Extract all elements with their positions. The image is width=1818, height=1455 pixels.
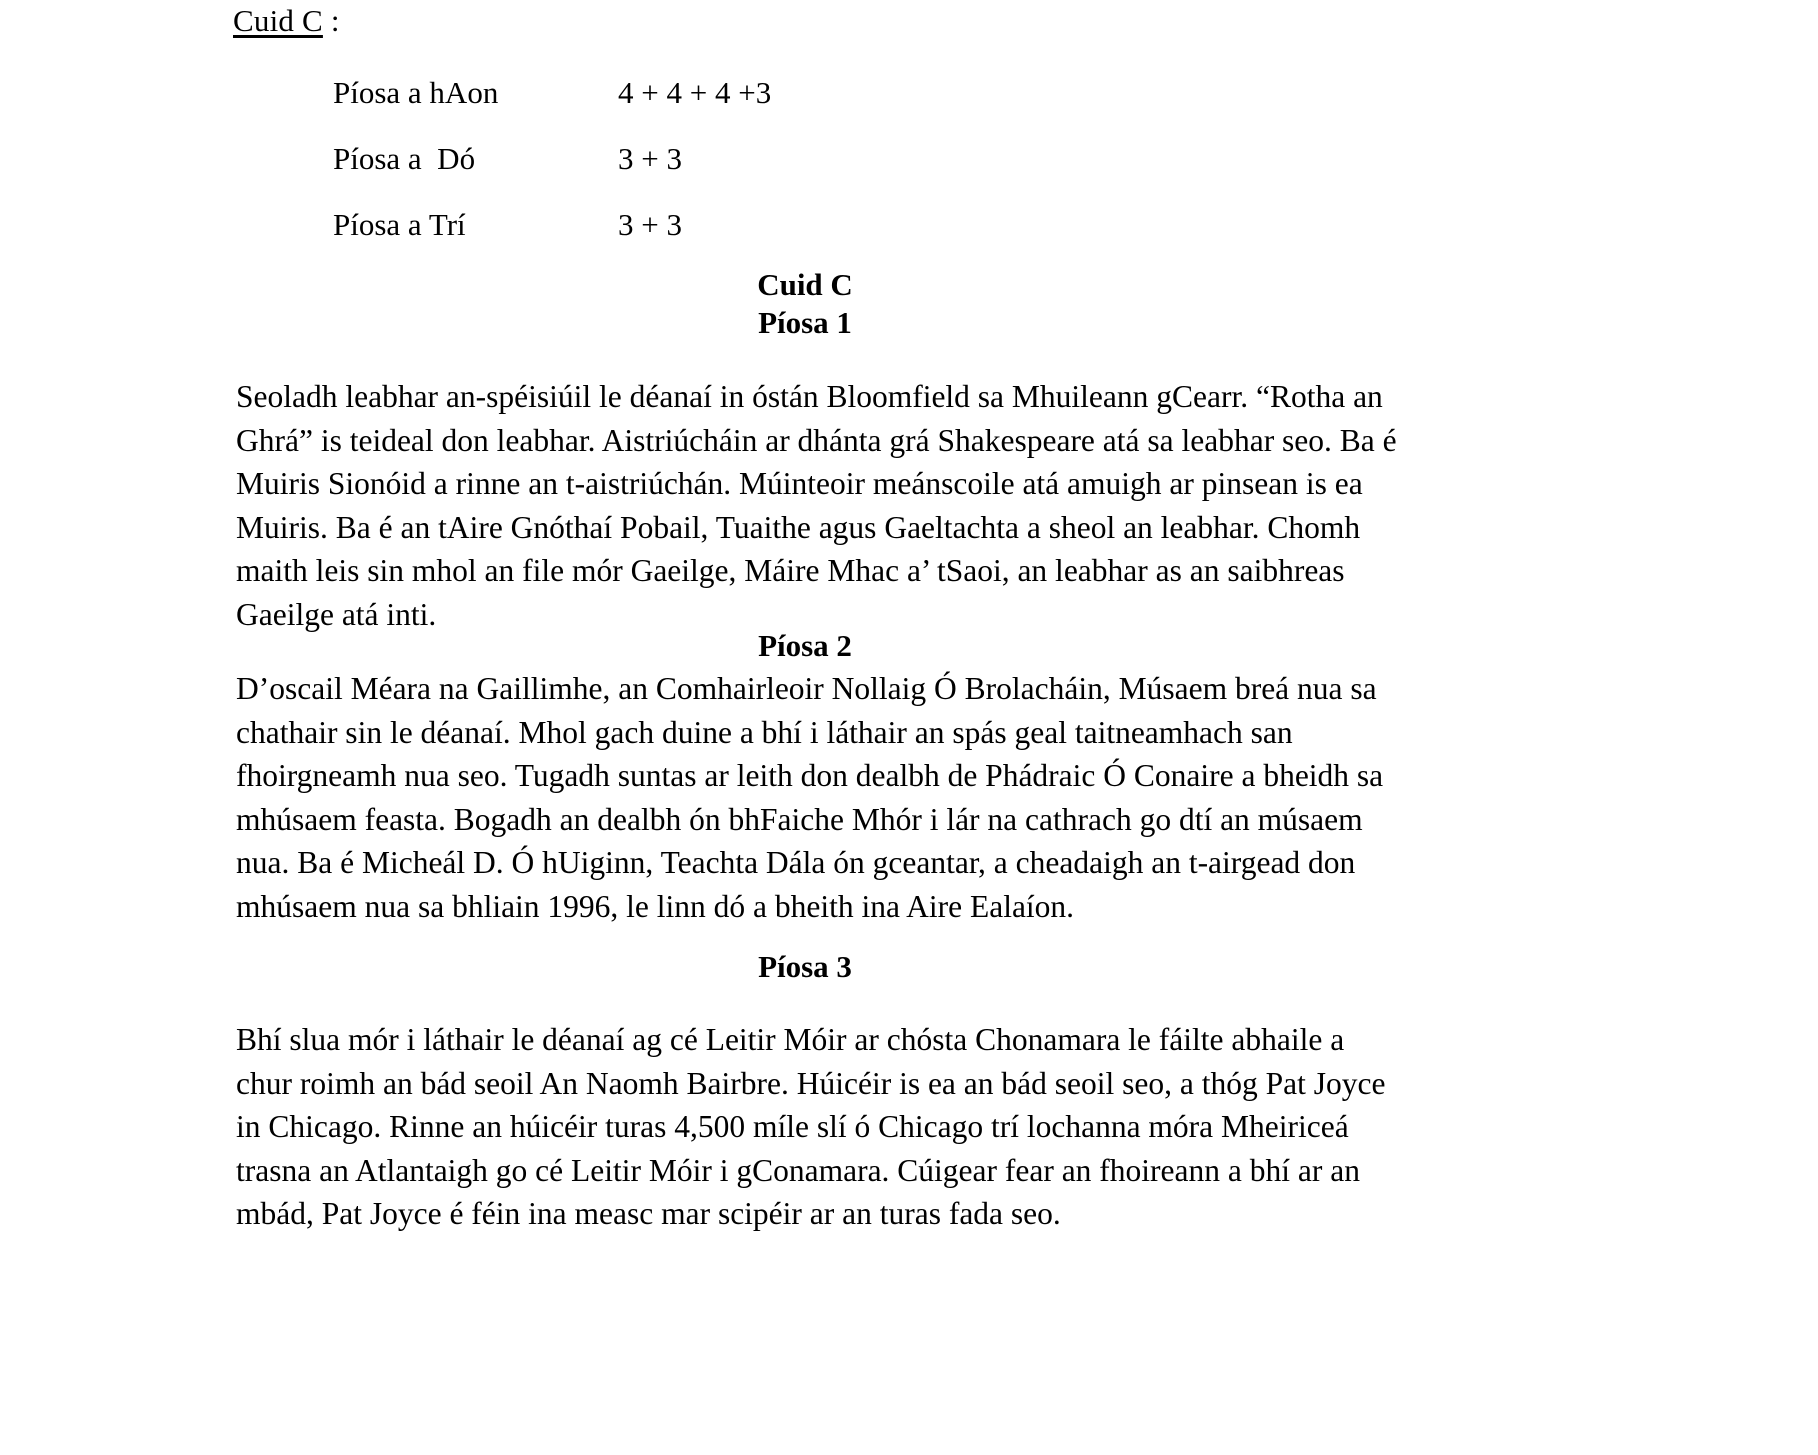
passage-paragraph: Seoladh leabhar an-spéisiúil le déanaí in óstán Bloomfield sa Mhuileann gCearr. “Rotha an Ghrá” is teideal don leabhar. Aistriúcháin ar dhánta grá Shakespeare atá sa leabhar seo. Ba é Muiris Sionóid a rinne an t-aistriúchán. Múinteoir meánscoile atá amuigh ar pinsean is ea Muiris. Ba é an tAire Gnóthaí Pobail, Tuaithe agus Gaeltachta a sheol an leabhar. Chomh maith leis sin mhol an file mór Gaeilge, Máire Mhac a’ tSaoi, an leabhar as an saibhreas Gaeilge atá inti. bbox=[236, 379, 1397, 632]
marks-row-value: 4 + 4 + 4 +3 bbox=[618, 75, 772, 110]
section-heading-cuid-c: Cuid C bbox=[757, 267, 853, 302]
marks-row-name: Píosa a Trí bbox=[333, 207, 466, 242]
table-row bbox=[333, 207, 893, 273]
passage-body-piosa-2 bbox=[236, 667, 1408, 928]
passage-paragraph: Bhí slua mór i láthair le déanaí ag cé Leitir Móir ar chósta Chonamara le fáilte abhaile a chur roimh an bád seoil An Naomh Bairbre. Húicéir is ea an bád seoil seo, a thóg Pat Joyce in Chicago. Rinne an húicéir turas 4,500 míle slí ó Chicago trí lochanna móra Mheiriceá trasna an Atlantaigh go cé Leitir Móir i gConamara. Cúigear fear an fhoireann a bhí ar an mbád, Pat Joyce é féin ina measc mar scipéir ar an turas fada seo. bbox=[236, 1022, 1386, 1231]
passage-heading-piosa-2: Píosa 2 bbox=[758, 628, 852, 663]
marks-row-value: 3 + 3 bbox=[618, 141, 682, 176]
table-row bbox=[333, 75, 893, 141]
marks-table bbox=[333, 75, 893, 273]
section-label-colon: : bbox=[322, 3, 340, 38]
passage-heading-piosa-3: Píosa 3 bbox=[758, 949, 852, 984]
marks-row-value: 3 + 3 bbox=[618, 207, 682, 242]
section-label-text: Cuid C bbox=[233, 3, 323, 38]
marks-row-name: Píosa a Dó bbox=[333, 141, 476, 176]
passage-body-piosa-3 bbox=[236, 1018, 1408, 1236]
passage-heading-piosa-1: Píosa 1 bbox=[758, 305, 852, 340]
passage-body-piosa-1 bbox=[236, 375, 1408, 636]
passage-paragraph: D’oscail Méara na Gaillimhe, an Comhairleoir Nollaig Ó Brolacháin, Músaem breá nua sa chathair sin le déanaí. Mhol gach duine a bhí i láthair an spás geal taitneamhach san fhoirgneamh nua seo. Tugadh suntas ar leith don dealbh de Phádraic Ó Conaire a bheidh sa mhúsaem feasta. Bogadh an dealbh ón bhFaiche Mhór i lár na cathrach go dtí an músaem nua. Ba é Micheál D. Ó hUiginn, Teachta Dála ón gceantar, a cheadaigh an t-airgead don mhúsaem nua sa bhliain 1996, le linn dó a bheith ina Aire Ealaíon. bbox=[236, 671, 1384, 924]
table-row bbox=[333, 141, 893, 207]
section-label bbox=[233, 2, 340, 40]
marks-row-name: Píosa a hAon bbox=[333, 75, 499, 110]
